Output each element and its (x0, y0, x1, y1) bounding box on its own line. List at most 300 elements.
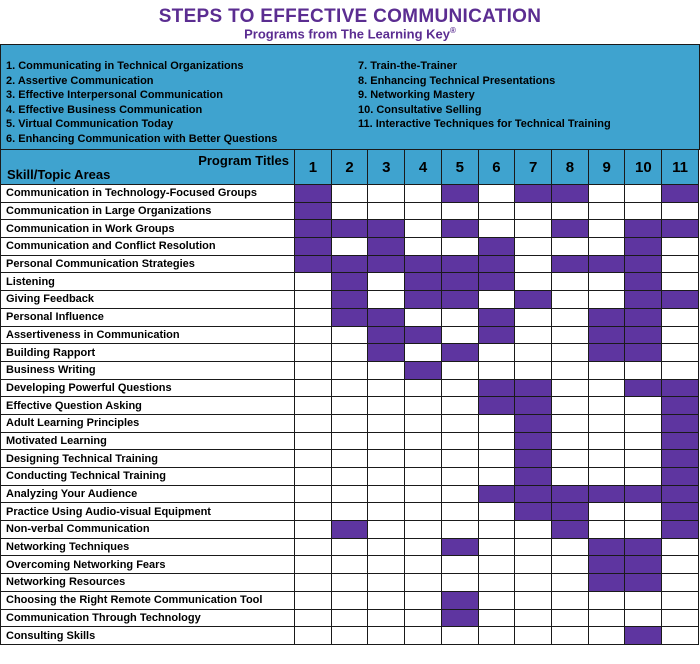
page-subtitle (0, 26, 700, 41)
matrix-cell-empty (331, 468, 368, 486)
table-row (1, 503, 699, 521)
matrix-cell-empty (405, 538, 442, 556)
matrix-cell-empty (331, 185, 368, 203)
matrix-cell-empty (478, 414, 515, 432)
skill-label: Listening (1, 273, 295, 291)
program-list-right (358, 59, 611, 132)
matrix-cell-empty (368, 202, 405, 220)
matrix-cell-empty (552, 397, 589, 415)
matrix-cell-empty (662, 238, 699, 256)
matrix-cell-empty (368, 185, 405, 203)
skill-label: Conducting Technical Training (1, 468, 295, 486)
matrix-cell-empty (625, 591, 662, 609)
matrix-cell-empty (405, 485, 442, 503)
matrix-cell-filled (625, 220, 662, 238)
page-title: STEPS TO EFFECTIVE COMMUNICATION (158, 6, 542, 27)
matrix-cell-empty (588, 609, 625, 627)
skills-matrix (0, 149, 699, 645)
table-row (1, 432, 699, 450)
matrix-cell-filled (295, 185, 332, 203)
matrix-cell-empty (588, 432, 625, 450)
matrix-cell-filled (515, 432, 552, 450)
table-row (1, 238, 699, 256)
matrix-cell-filled (515, 185, 552, 203)
matrix-cell-filled (441, 220, 478, 238)
matrix-cell-filled (588, 326, 625, 344)
matrix-cell-filled (588, 344, 625, 362)
skill-label: Giving Feedback (1, 291, 295, 309)
matrix-cell-empty (441, 450, 478, 468)
matrix-cell-empty (331, 450, 368, 468)
matrix-cell-filled (515, 450, 552, 468)
matrix-cell-empty (478, 220, 515, 238)
matrix-cell-empty (405, 609, 442, 627)
matrix-cell-filled (441, 591, 478, 609)
matrix-cell-empty (295, 308, 332, 326)
matrix-cell-empty (515, 273, 552, 291)
matrix-cell-empty (441, 397, 478, 415)
matrix-cell-filled (368, 308, 405, 326)
matrix-cell-empty (295, 450, 332, 468)
table-row (1, 450, 699, 468)
matrix-cell-empty (478, 291, 515, 309)
matrix-cell-empty (515, 238, 552, 256)
matrix-cell-empty (588, 379, 625, 397)
matrix-cell-empty (662, 326, 699, 344)
matrix-cell-empty (405, 185, 442, 203)
table-row (1, 185, 699, 203)
skill-label: Effective Question Asking (1, 397, 295, 415)
matrix-cell-filled (625, 538, 662, 556)
matrix-cell-empty (331, 591, 368, 609)
program-list-item: 8. Enhancing Technical Presentations (358, 74, 556, 87)
matrix-cell-empty (552, 591, 589, 609)
matrix-cell-empty (368, 556, 405, 574)
matrix-cell-empty (368, 627, 405, 645)
matrix-cell-empty (625, 361, 662, 379)
matrix-cell-empty (368, 574, 405, 592)
skill-label: Non-verbal Communication (1, 521, 295, 539)
matrix-cell-empty (331, 344, 368, 362)
matrix-cell-empty (515, 344, 552, 362)
matrix-cell-empty (662, 255, 699, 273)
matrix-cell-filled (405, 255, 442, 273)
matrix-cell-empty (368, 379, 405, 397)
matrix-cell-empty (515, 361, 552, 379)
matrix-cell-filled (295, 220, 332, 238)
matrix-cell-empty (405, 574, 442, 592)
matrix-cell-empty (478, 609, 515, 627)
matrix-cell-empty (441, 556, 478, 574)
matrix-cell-filled (552, 521, 589, 539)
matrix-cell-empty (331, 627, 368, 645)
table-row (1, 255, 699, 273)
matrix-cell-empty (405, 503, 442, 521)
matrix-cell-empty (588, 238, 625, 256)
matrix-cell-empty (405, 397, 442, 415)
matrix-cell-filled (662, 503, 699, 521)
matrix-cell-empty (552, 468, 589, 486)
matrix-cell-empty (588, 202, 625, 220)
matrix-cell-filled (662, 485, 699, 503)
matrix-cell-empty (405, 468, 442, 486)
matrix-cell-filled (368, 344, 405, 362)
table-row (1, 485, 699, 503)
matrix-cell-filled (588, 308, 625, 326)
matrix-cell-empty (295, 556, 332, 574)
matrix-header-row (1, 150, 699, 185)
matrix-cell-empty (662, 202, 699, 220)
program-column-header: 4 (405, 150, 442, 185)
skill-label: Communication in Large Organizations (1, 202, 295, 220)
matrix-cell-empty (552, 361, 589, 379)
matrix-cell-empty (405, 202, 442, 220)
matrix-cell-filled (441, 255, 478, 273)
matrix-cell-empty (441, 485, 478, 503)
matrix-cell-empty (368, 591, 405, 609)
matrix-cell-filled (588, 574, 625, 592)
matrix-cell-empty (368, 414, 405, 432)
matrix-cell-empty (552, 291, 589, 309)
matrix-cell-empty (295, 397, 332, 415)
matrix-cell-empty (478, 521, 515, 539)
matrix-cell-filled (552, 220, 589, 238)
matrix-cell-empty (552, 379, 589, 397)
table-row (1, 397, 699, 415)
skill-label: Communication Through Technology (1, 609, 295, 627)
program-column-header: 5 (441, 150, 478, 185)
matrix-cell-filled (625, 255, 662, 273)
matrix-cell-empty (588, 220, 625, 238)
matrix-cell-empty (405, 627, 442, 645)
table-row (1, 414, 699, 432)
matrix-cell-empty (478, 538, 515, 556)
matrix-cell-empty (331, 361, 368, 379)
matrix-cell-filled (588, 485, 625, 503)
matrix-cell-filled (405, 326, 442, 344)
matrix-cell-filled (478, 273, 515, 291)
program-list-left (6, 59, 277, 147)
skill-label: Communication in Technology-Focused Groups (1, 185, 295, 203)
skill-label: Networking Techniques (1, 538, 295, 556)
matrix-cell-filled (368, 220, 405, 238)
matrix-cell-empty (588, 591, 625, 609)
matrix-cell-empty (441, 326, 478, 344)
skill-label: Building Rapport (1, 344, 295, 362)
matrix-cell-empty (368, 397, 405, 415)
matrix-cell-filled (295, 238, 332, 256)
matrix-cell-filled (515, 291, 552, 309)
matrix-cell-empty (552, 344, 589, 362)
matrix-cell-filled (331, 255, 368, 273)
skill-label: Practice Using Audio-visual Equipment (1, 503, 295, 521)
matrix-cell-filled (625, 238, 662, 256)
matrix-cell-empty (441, 521, 478, 539)
matrix-cell-empty (515, 521, 552, 539)
matrix-cell-empty (515, 538, 552, 556)
matrix-cell-filled (662, 291, 699, 309)
matrix-cell-empty (295, 414, 332, 432)
matrix-cell-empty (368, 273, 405, 291)
table-row (1, 521, 699, 539)
matrix-cell-empty (662, 609, 699, 627)
matrix-cell-empty (478, 202, 515, 220)
matrix-cell-empty (625, 521, 662, 539)
matrix-cell-filled (515, 468, 552, 486)
matrix-cell-empty (441, 361, 478, 379)
table-row (1, 556, 699, 574)
matrix-cell-empty (331, 609, 368, 627)
matrix-cell-filled (625, 556, 662, 574)
matrix-cell-filled (625, 308, 662, 326)
matrix-cell-empty (662, 361, 699, 379)
table-row (1, 308, 699, 326)
program-list-item: 3. Effective Interpersonal Communication (6, 89, 223, 102)
matrix-cell-empty (441, 414, 478, 432)
matrix-cell-empty (478, 344, 515, 362)
program-list-item: 4. Effective Business Communication (6, 103, 203, 116)
matrix-cell-filled (515, 379, 552, 397)
matrix-cell-filled (625, 379, 662, 397)
table-row (1, 291, 699, 309)
matrix-cell-filled (625, 574, 662, 592)
matrix-cell-empty (295, 627, 332, 645)
matrix-cell-empty (368, 361, 405, 379)
matrix-cell-empty (515, 308, 552, 326)
matrix-cell-filled (478, 485, 515, 503)
matrix-cell-empty (331, 432, 368, 450)
matrix-cell-filled (405, 361, 442, 379)
matrix-cell-filled (515, 503, 552, 521)
matrix-cell-filled (478, 326, 515, 344)
matrix-cell-empty (588, 450, 625, 468)
matrix-cell-filled (662, 220, 699, 238)
matrix-cell-empty (478, 503, 515, 521)
program-titles-label: Program Titles (198, 153, 289, 168)
matrix-cell-filled (478, 397, 515, 415)
program-column-header: 11 (662, 150, 699, 185)
matrix-cell-empty (295, 574, 332, 592)
skill-label: Personal Communication Strategies (1, 255, 295, 273)
matrix-cell-empty (405, 556, 442, 574)
skill-label: Developing Powerful Questions (1, 379, 295, 397)
matrix-cell-empty (515, 326, 552, 344)
matrix-cell-empty (662, 627, 699, 645)
matrix-cell-empty (625, 609, 662, 627)
skill-label: Overcoming Networking Fears (1, 556, 295, 574)
matrix-cell-empty (625, 468, 662, 486)
matrix-cell-empty (515, 556, 552, 574)
matrix-cell-empty (405, 414, 442, 432)
matrix-cell-empty (295, 432, 332, 450)
matrix-cell-empty (295, 273, 332, 291)
matrix-cell-empty (588, 468, 625, 486)
matrix-cell-empty (405, 344, 442, 362)
program-column-header: 10 (625, 150, 662, 185)
matrix-cell-empty (625, 414, 662, 432)
matrix-cell-empty (625, 503, 662, 521)
matrix-cell-filled (515, 414, 552, 432)
matrix-cell-filled (405, 273, 442, 291)
matrix-cell-filled (441, 344, 478, 362)
matrix-cell-empty (552, 609, 589, 627)
table-row (1, 379, 699, 397)
table-row (1, 361, 699, 379)
matrix-cell-empty (552, 414, 589, 432)
matrix-cell-empty (515, 220, 552, 238)
matrix-cell-empty (662, 344, 699, 362)
matrix-cell-filled (478, 238, 515, 256)
program-list-item: 9. Networking Mastery (358, 89, 475, 102)
matrix-cell-filled (441, 185, 478, 203)
program-list-item: 11. Interactive Techniques for Technical Training (358, 118, 611, 131)
matrix-cell-empty (295, 503, 332, 521)
matrix-cell-filled (441, 538, 478, 556)
matrix-cell-empty (441, 238, 478, 256)
matrix-cell-filled (478, 255, 515, 273)
matrix-cell-empty (441, 503, 478, 521)
matrix-cell-filled (515, 397, 552, 415)
matrix-cell-empty (405, 591, 442, 609)
program-list-item: 6. Enhancing Communication with Better Questions (6, 132, 278, 145)
matrix-cell-empty (331, 574, 368, 592)
matrix-cell-filled (588, 255, 625, 273)
skill-label: Adult Learning Principles (1, 414, 295, 432)
program-column-header: 6 (478, 150, 515, 185)
matrix-cell-empty (625, 450, 662, 468)
matrix-cell-empty (295, 521, 332, 539)
matrix-cell-empty (368, 291, 405, 309)
matrix-cell-filled (478, 308, 515, 326)
matrix-cell-empty (662, 591, 699, 609)
skill-label: Analyzing Your Audience (1, 485, 295, 503)
matrix-cell-empty (552, 238, 589, 256)
matrix-cell-empty (405, 379, 442, 397)
matrix-cell-empty (331, 202, 368, 220)
matrix-cell-filled (625, 326, 662, 344)
matrix-cell-empty (552, 202, 589, 220)
matrix-cell-filled (662, 414, 699, 432)
skill-label: Personal Influence (1, 308, 295, 326)
table-row (1, 538, 699, 556)
matrix-cell-empty (552, 450, 589, 468)
matrix-cell-empty (662, 574, 699, 592)
matrix-cell-empty (331, 503, 368, 521)
table-row (1, 574, 699, 592)
matrix-cell-filled (368, 238, 405, 256)
matrix-cell-empty (588, 185, 625, 203)
matrix-cell-filled (662, 379, 699, 397)
table-row (1, 220, 699, 238)
matrix-cell-empty (405, 308, 442, 326)
matrix-cell-filled (662, 521, 699, 539)
skill-label: Business Writing (1, 361, 295, 379)
matrix-cell-empty (368, 468, 405, 486)
matrix-cell-filled (662, 397, 699, 415)
matrix-cell-empty (515, 591, 552, 609)
matrix-cell-empty (331, 397, 368, 415)
matrix-cell-filled (478, 379, 515, 397)
matrix-cell-filled (625, 627, 662, 645)
matrix-cell-empty (295, 591, 332, 609)
skill-label: Communication and Conflict Resolution (1, 238, 295, 256)
matrix-cell-empty (295, 485, 332, 503)
skill-label: Designing Technical Training (1, 450, 295, 468)
matrix-cell-filled (368, 255, 405, 273)
matrix-cell-filled (552, 255, 589, 273)
matrix-cell-empty (662, 273, 699, 291)
matrix-cell-empty (441, 202, 478, 220)
matrix-body (1, 185, 699, 645)
matrix-cell-filled (331, 273, 368, 291)
skill-label: Assertiveness in Communication (1, 326, 295, 344)
matrix-cell-empty (552, 574, 589, 592)
program-column-header: 8 (552, 150, 589, 185)
table-row (1, 202, 699, 220)
matrix-cell-empty (331, 238, 368, 256)
matrix-corner-header (1, 150, 295, 185)
matrix-cell-empty (662, 308, 699, 326)
skill-label: Networking Resources (1, 574, 295, 592)
matrix-cell-empty (552, 308, 589, 326)
matrix-cell-empty (441, 574, 478, 592)
matrix-cell-filled (295, 202, 332, 220)
table-row (1, 627, 699, 645)
skill-label: Motivated Learning (1, 432, 295, 450)
matrix-cell-filled (625, 485, 662, 503)
skill-label: Communication in Work Groups (1, 220, 295, 238)
matrix-cell-empty (441, 379, 478, 397)
matrix-cell-filled (295, 255, 332, 273)
matrix-cell-empty (478, 361, 515, 379)
matrix-cell-empty (552, 538, 589, 556)
program-column-header: 1 (295, 150, 332, 185)
matrix-cell-empty (588, 521, 625, 539)
table-row (1, 468, 699, 486)
matrix-cell-empty (588, 627, 625, 645)
program-list-panel (0, 44, 700, 150)
matrix-cell-empty (588, 414, 625, 432)
matrix-cell-empty (405, 238, 442, 256)
matrix-cell-empty (331, 556, 368, 574)
matrix-cell-empty (588, 503, 625, 521)
program-column-header: 3 (368, 150, 405, 185)
matrix-cell-empty (588, 273, 625, 291)
table-row (1, 609, 699, 627)
matrix-cell-empty (515, 574, 552, 592)
matrix-cell-empty (295, 538, 332, 556)
matrix-cell-empty (478, 591, 515, 609)
matrix-cell-empty (588, 291, 625, 309)
matrix-cell-empty (295, 344, 332, 362)
program-list-item: 7. Train-the-Trainer (358, 60, 458, 72)
matrix-cell-filled (625, 273, 662, 291)
matrix-cell-filled (662, 450, 699, 468)
matrix-cell-filled (588, 538, 625, 556)
matrix-cell-empty (515, 627, 552, 645)
matrix-cell-empty (368, 432, 405, 450)
matrix-cell-filled (441, 273, 478, 291)
matrix-cell-empty (331, 379, 368, 397)
matrix-cell-empty (478, 432, 515, 450)
matrix-cell-empty (552, 273, 589, 291)
matrix-cell-empty (552, 432, 589, 450)
matrix-cell-empty (478, 185, 515, 203)
matrix-cell-empty (368, 450, 405, 468)
matrix-cell-empty (295, 468, 332, 486)
matrix-cell-empty (295, 361, 332, 379)
registered-mark: ® (449, 26, 456, 35)
